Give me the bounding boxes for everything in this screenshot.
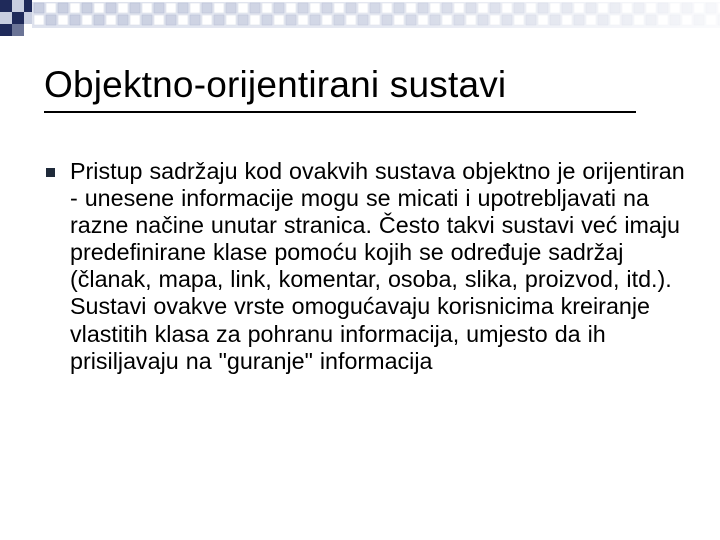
square-bullet-icon	[46, 168, 55, 177]
bullet-item	[46, 158, 686, 375]
decorative-checker-strip	[0, 0, 720, 44]
title-underline	[44, 111, 636, 113]
bullet-text: Pristup sadržaju kod ovakvih sustava objektno je orijentiran - unesene informacije mogu se micati i upotrebljavati na razne načine unutar stranica. Često takvi sustavi već imaju predefinirane klase pomoću kojih se određuje sadržaj (članak, mapa, link, komentar, osoba, slika, proizvod, itd.). Sustavi ovakve vrste omogućavaju korisnicima kreiranje vlastitih klasa za pohranu informacija, umjesto da ih prisiljavaju na "guranje" informacija	[70, 158, 685, 374]
bullet-list	[46, 158, 686, 375]
slide-title: Objektno-orijentirani sustavi	[44, 64, 507, 105]
